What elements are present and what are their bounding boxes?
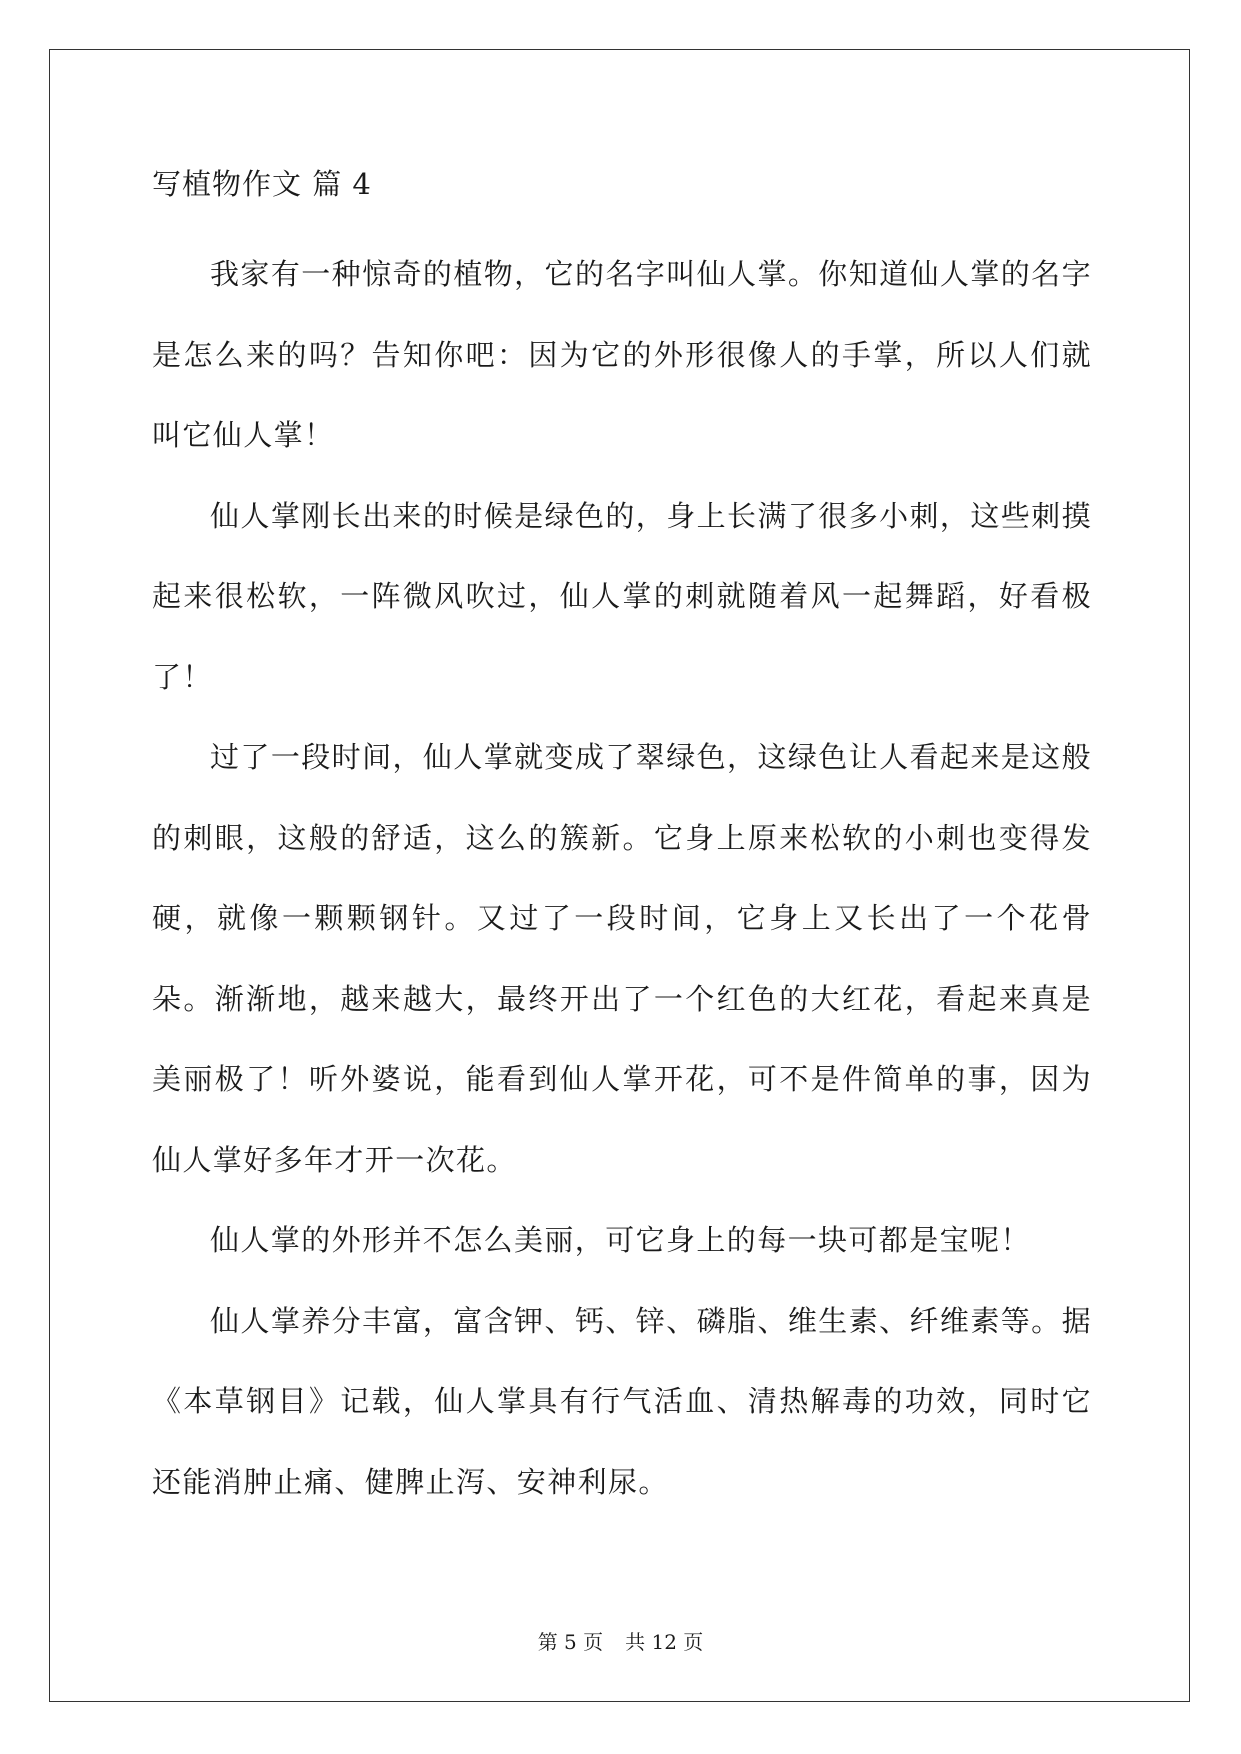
document-body	[152, 160, 1092, 1522]
paragraph: 仙人掌的外形并不怎么美丽，可它身上的每一块可都是宝呢！	[210, 1223, 1031, 1257]
page-footer	[0, 1628, 1241, 1656]
page-total: 共 12 页	[625, 1630, 704, 1654]
paragraph: 仙人掌养分丰富，富含钾、钙、锌、磷脂、维生素、纤维素等。据《本草钢目》记载，仙人掌具有行气活血、清热解毒的功效，同时它还能消肿止痛、健脾止泻、安神利尿。	[152, 1303, 1092, 1499]
paragraph: 我家有一种惊奇的植物，它的名字叫仙人掌。你知道仙人掌的名字是怎么来的吗？告知你吧：因为它的外形很像人的手掌，所以人们就叫它仙人掌！	[152, 257, 1092, 452]
page-number: 第 5 页	[537, 1630, 604, 1654]
paragraph: 仙人掌刚长出来的时候是绿色的，身上长满了很多小刺，这些刺摸起来很松软，一阵微风吹过，仙人掌的刺就随着风一起舞蹈，好看极了！	[152, 498, 1092, 694]
paragraph: 过了一段时间，仙人掌就变成了翠绿色，这绿色让人看起来是这般的刺眼，这般的舒适，这么的簇新。它身上原来松软的小刺也变得发硬，就像一颗颗钢针。又过了一段时间，它身上又长出了一个花骨朵。渐渐地，越来越大，最终开出了一个红色的大红花，看起来真是美丽极了！听外婆说，能看到仙人掌开花，可不是件简单的事，因为仙人掌好多年才开一次花。	[152, 740, 1092, 1177]
section-heading: 写植物作文 篇 4	[152, 167, 372, 201]
